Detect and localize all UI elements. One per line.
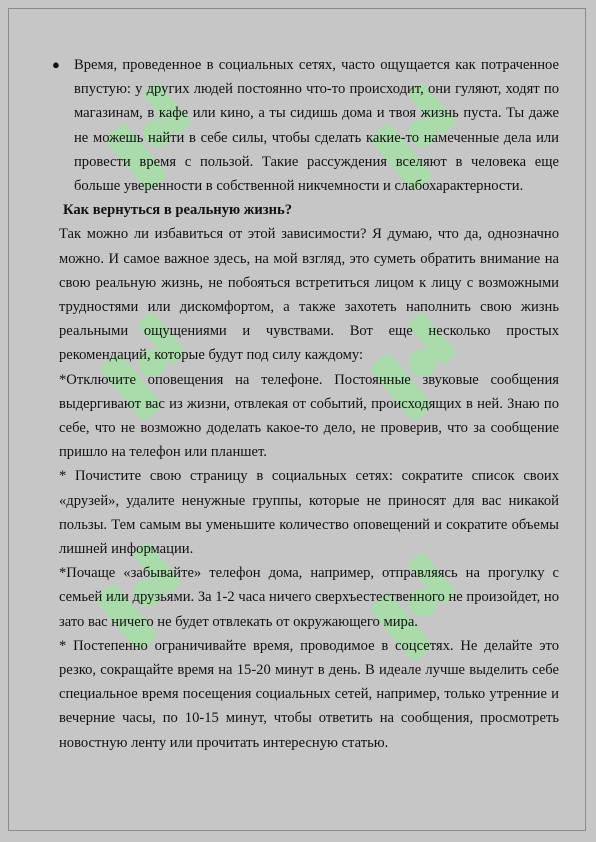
section-heading: Как вернуться в реальную жизнь? bbox=[63, 202, 293, 219]
paragraph-notifications: *Отключите оповещения на телефоне. Постоянные звуковые сообщения выдергивают вас из жизни, отвлекая от событий, происходящих в ней. Знаю по себе, что не возможно доделать какое-то дело, не проверив, что за сообщение пришло на телефон или планшет. bbox=[59, 371, 559, 461]
bullet-dot-icon: ● bbox=[52, 57, 60, 72]
bullet-text: Время, проведенное в социальных сетях, часто ощущается как потраченное впустую: у других людей постоянно что-то происходит, они гуляют, ходят по магазинам, в кафе или кино, а ты сидишь дома и твоя жизнь пуста. Ты даже не можешь найти в себе силы, чтобы сделать какие-то намеченные дела или провести время с пользой. Такие рассуждения вселяют в человека еще больше уверенности в собственной никчемности и слабохарактерности. bbox=[74, 57, 559, 195]
paragraph-forget-phone: *Почаще «забывайте» телефон дома, например, отправляясь на прогулку с семьей или друзьями. За 1-2 часа ничего сверхъестественного не произойдет, но зато вас ничего не будет отвлекать от окружающего мира. bbox=[59, 565, 559, 630]
paragraph-cleanup: * Почистите свою страницу в социальных сетях: сократите список своих «друзей», удалите ненужные группы, которые не приносят для вас никакой пользы. Тем самым вы уменьшите количество оповещений и сократите объемы лишней информации. bbox=[59, 468, 559, 558]
document-page bbox=[8, 8, 586, 831]
document-body bbox=[52, 53, 559, 755]
bullet-paragraph bbox=[52, 53, 559, 198]
paragraph-intro: Так можно ли избавиться от этой зависимости? Я думаю, что да, однозначно можно. И самое важное здесь, на мой взгляд, это суметь обратить внимание на свою реальную жизнь, не побояться встретиться лицом к лицу с возможными трудностями или дискомфортом, а также захотеть наполнить свою жизнь реальными ощущениями и чувствами. Вот еще несколько простых рекомендаций, которые будут под силу каждому: bbox=[59, 226, 559, 364]
paragraph-limit-time: * Постепенно ограничивайте время, проводимое в соцсетях. Не делайте это резко, сокращайте время на 15-20 минут в день. В идеале лучше выделить себе специальное время посещения социальных сетей, например, только утренние и вечерние часы, по 10-15 минут, чтобы ответить на сообщения, просмотреть новостную ленту или прочитать интересную статью. bbox=[59, 637, 559, 751]
